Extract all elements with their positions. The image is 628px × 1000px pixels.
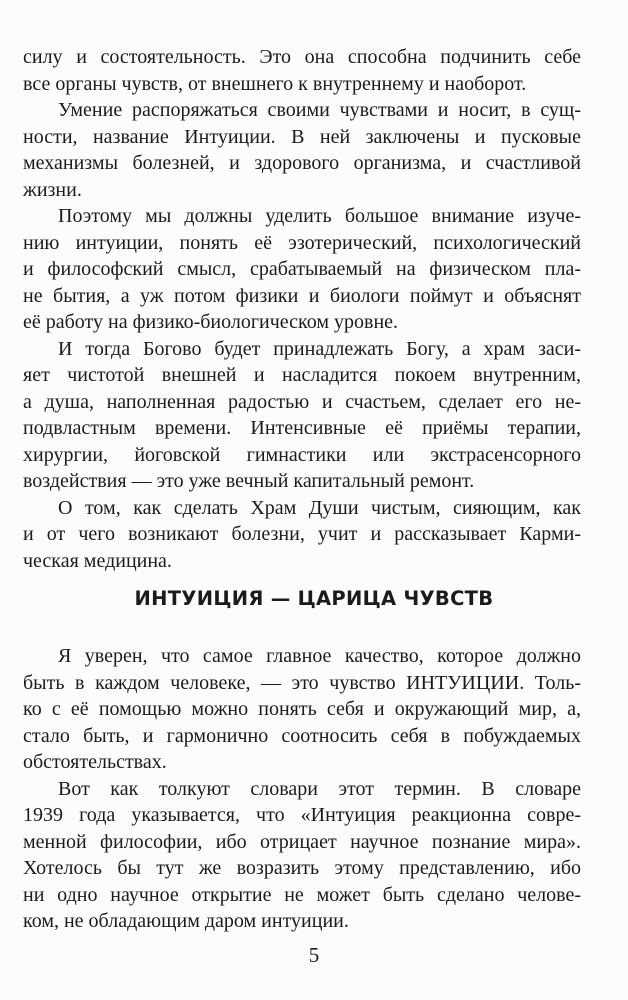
text-line: Я уверен, что самое главное качество, которое должно [58,645,581,667]
text-line: менной философии, ибо отрицает научное познание мира». [23,830,581,853]
text-line: Поэтому мы должны уделить большое внимание изуче- [58,205,581,227]
text-line: яет чистотой внешней и насладится покоем внутренним, [23,364,581,386]
text-line: обстоятельствах. [23,751,167,773]
text-line: Вот как толкуют словари этот термин. В словаре [58,777,581,800]
text-line: и философский смысл, срабатываемый на физическом пла- [23,258,581,280]
top-text-block [23,44,581,574]
text-line: все органы чувств, от внешнего к внутреннему и наоборот. [23,72,527,95]
text-line: О том, как сделать Храм Души чистым, сияющим, как [58,496,581,519]
page-number: 5 [308,943,320,967]
text-line: И тогда Богово будет принадлежать Богу, а храм заси- [58,337,581,360]
text-line: не бытия, а уж потом физики и биологи поймут и объяснят [23,284,581,307]
text-line: её работу на физико-биологическом уровне. [23,311,399,333]
text-line: воздействия — это уже вечный капитальный ремонт. [23,470,475,492]
bottom-text-block [23,643,581,935]
text-line: а душа, наполненная радостью и счастьем, сделает его не- [23,390,581,413]
text-line: 1939 года указывается, что «Интуиция реакционна совре- [23,804,581,826]
text-line: механизмы болезней, и здорового организма, и счастливой [23,152,581,174]
text-line: силу и состоятельность. Это она способна подчинить себе [23,46,581,68]
section-heading: ИНТУИЦИЯ — ЦАРИЦА ЧУВСТВ [134,587,494,610]
text-line: подвластным времени. Интенсивные её приёмы терапии, [23,417,581,439]
text-line: стало быть, и гармонично соотносить себя в побуждаемых [23,724,581,747]
text-line: Умение распоряжаться своими чувствами и носит, в сущ- [58,99,581,121]
text-line: ни одно научное открытие не может быть сделано челове- [23,883,581,906]
text-line: ко с её помощью можно понять себя и окружающий мир, а, [23,698,581,720]
text-line: жизни. [23,178,82,201]
text-line: хирургии, йоговской гимнастики или экстрасенсорного [23,443,581,466]
text-line: нию интуиции, понять её эзотерический, психологический [23,231,581,254]
text-line: ком, не обладающим даром интуиции. [23,910,349,932]
text-line: и от чего возникают болезни, учит и рассказывает Карми- [23,523,581,545]
text-line: быть в каждом человеке, — это чувство ИНТУИЦИИ. Толь- [23,671,581,694]
text-line: Хотелось бы тут же возразить этому представлению, ибо [23,857,581,879]
text-line: ности, название Интуиции. В ней заключены и пусковые [23,125,581,148]
text-line: ческая медицина. [23,549,172,572]
